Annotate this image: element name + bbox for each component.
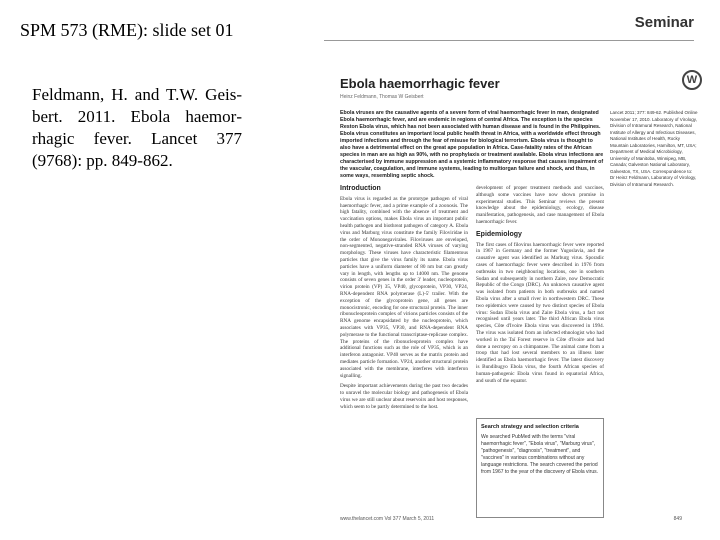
- paper-sidebar-notes: Lancet 2011; 377: 849-62. Published Online November 17, 2010. Laboratory of Virology, Division of Intramural Research, National Institute of Allergy and Infectious Diseases, National Institutes of Health, Rocky Mountain Laboratories, Hamilton, MT, USA; Department of Medical Microbiology, University of Manitoba, Winnipeg, MB, Canada; Galveston National Laboratory, Galveston, TX, USA. Correspondence to: Dr Heinz Feldmann, Laboratory of Virology, Division of Intramural Research.: [610, 110, 698, 187]
- paper-page-number: 849: [673, 516, 682, 522]
- introduction-tail-text: Despite important achievements during the past two decades to unravel the molecular biology and pathogenesis of Ebola virus we are still unclear about reservoirs and host responses, which seem to be partly determined to the host.: [340, 383, 468, 410]
- citation-text: Feldmann, H. and T.W. Geisbert. 2011. Ebola haemorrhagic fever. Lancet 377 (9768): pp. 849-862.: [32, 85, 242, 170]
- search-strategy-text: We searched PubMed with the terms "viral haemorrhagic fever", "Ebola virus", "Marburg virus", "pathogenesis", "diagnosis", "treatment", and "vaccines" in various combinations without any language restrictions. The search covered the period from 1967 to the year of the discovery of Ebola virus.: [481, 434, 599, 475]
- journal-logo-icon: W: [682, 70, 702, 90]
- section-heading-epidemiology: Epidemiology: [476, 230, 522, 238]
- header-rule: [324, 40, 694, 41]
- paper-authors: Heinz Feldmann, Thomas W Geisbert: [340, 94, 424, 100]
- paper-column-left: [340, 185, 468, 411]
- paper-page-image: [318, 0, 702, 540]
- search-strategy-box: [476, 418, 604, 518]
- epidemiology-text: The first cases of filovirus haemorrhagic fever were reported in 1967 in Germany and the former Yugoslavia, and the causative agent was identified as Marburg virus. Sporadic cases of haemorrhagic fever were described in 1976 from outbreaks in two neighbouring locations, one in southern Sudan and subsequently in northern Zaire, now Democratic Republic of the Congo (DRC). An unknown causative agent was isolated from patients in both outbreaks and named Ebola virus after a small river in northwestern DRC. These two epidemics were caused by two distinct species of Ebola virus: Sudan Ebola virus and Zaire Ebola virus, a fact not recognised until years later. The third African Ebola virus species, Côte d'Ivoire Ebola virus was discovered in 1994. The virus was isolated from an infected ethnologist who had worked in the Taï Forest reserve in Côte d'Ivoire and had done a necropsy on a chimpanzee. The animal came from a troop that had lost several members to an illness later identified as Ebola haemorrhagic fever. The latest discovery is Bundibugyo Ebola virus, the fourth African species of human-pathogenic Ebola virus found in equatorial Africa, and south of the equator.: [476, 241, 604, 384]
- introduction-text: Ebola virus is regarded as the prototype pathogen of viral haemorrhagic fever, and a prime example of a zoonosis. The high fatality, combined with the absence of treatment and vaccination options, makes Ebola virus an important public health pathogen and biothreat pathogen of category A. Ebola virus and Marburg virus constitute the family Filoviridae in the order of Mononegavirales. Filoviruses are enveloped, non-segmented, negative-stranded RNA viruses of varying morphology. These viruses have characteristic filamentous particles that give the virus family its name. Ebola virus particles have a uniform diameter of 80 nm but can greatly vary in length, with lengths up to 14000 nm. The genome consists of seven genes in the order 3' leader, nucleoprotein, virion protein (VP) 35, VP40, glycoprotein, VP30, VP24, RNA-dependent RNA polymerase (L)-5' trailer. With the exception of the glycoprotein gene, all genes are monocistronic, encoding for one structural protein. The inner ribonucleoprotein complex of virions particles consists of the RNA genome encapsidated by the nucleoprotein, which associates with VP35, VP30, and RNA-dependent RNA polymerase to the functional transcriptase-replicase complex. The proteins of the ribonucleoprotein complex have additional functions such as the role of VP35, which is an interferon antagonist. VP40 serves as the matrix protein and mediates particle formation. VP24, another structural protein associated with the membrane, interferes with interferon signalling.: [340, 195, 468, 379]
- column2-intro-text: development of proper treatment methods and vaccines, although some vaccines have now shown promise in experimental studies. This Seminar reviews the present knowledge about the epidemiology, ecology, disease manifestation, pathogenesis, and case management of Ebola haemorrhagic fever.: [476, 185, 604, 225]
- search-strategy-heading: Search strategy and selection criteria: [481, 424, 579, 430]
- paper-title: Ebola haemorrhagic fever: [340, 76, 500, 91]
- paper-column-right: [476, 185, 604, 384]
- paper-abstract: Ebola viruses are the causative agents of a severe form of viral haemorrhagic fever in man, designated Ebola haemorrhagic fever, and are endemic in regions of central Africa. The exception is the species Reston Ebola virus, which has not been associated with human disease and is found in the Philippines. Ebola virus constitutes an important local public health threat in Africa, with a worldwide effect through imported infections and through the fear of misuse for biological terrorism. Ebola virus is thought to also have a detrimental effect on the great ape population in Africa. Case-fatality rates of the African species in man are as high as 90%, with no prophylaxis or treatment available. Ebola virus infections are characterised by immune suppression and a systemic inflammatory response that causes impairment of the vascular, coagulation, and immune systems, leading to multiorgan failure and shock, and thus, in some ways, resembling septic shock.: [340, 110, 604, 179]
- slide-title: SPM 573 (RME): slide set 01: [20, 20, 234, 40]
- journal-section-label: Seminar: [634, 14, 694, 31]
- section-heading-introduction: Introduction: [340, 185, 381, 192]
- paper-footer-journal: www.thelancet.com Vol 377 March 5, 2011: [340, 516, 435, 522]
